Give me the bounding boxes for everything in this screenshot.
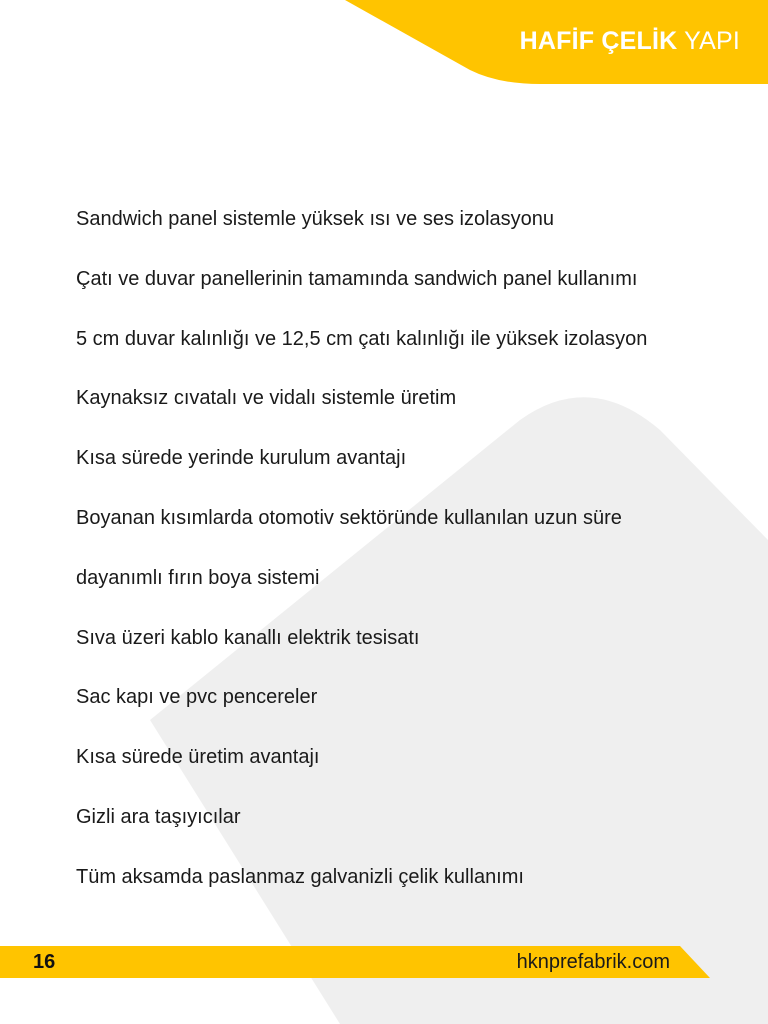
page-number: 16 [33, 951, 56, 973]
feature-item: Sandwich panel sistemle yüksek ısı ve ses izolasyonu [76, 208, 555, 230]
feature-item: Gizli ara taşıyıcılar [76, 805, 241, 828]
header-title-light: YAPI [684, 27, 740, 55]
feature-item: Boyanan kısımlarda otomotiv sektöründe kullanılan uzun süre [76, 506, 622, 529]
feature-item: Kaynaksız cıvatalı ve vidalı sistemle üretim [76, 387, 457, 410]
feature-item: Kısa sürede üretim avantajı [76, 746, 320, 769]
feature-item: Kısa sürede yerinde kurulum avantajı [76, 447, 407, 470]
feature-item: Tüm aksamda paslanmaz galvanizli çelik kullanımı [76, 865, 524, 888]
header-title-strong: HAFİF ÇELİK [519, 27, 678, 55]
feature-item: 5 cm duvar kalınlığı ve 12,5 cm çatı kalınlığı ile yüksek izolasyon [76, 327, 648, 350]
feature-item: Sac kapı ve pvc pencereler [76, 686, 318, 709]
footer-website: hknprefabrik.com [516, 951, 670, 973]
feature-item: Sıva üzeri kablo kanallı elektrik tesisatı [76, 626, 420, 649]
header-title [520, 24, 740, 58]
feature-item: dayanımlı fırın boya sistemi [76, 566, 320, 589]
feature-list [76, 200, 647, 918]
feature-item: Çatı ve duvar panellerinin tamamında sandwich panel kullanımı [76, 267, 638, 290]
